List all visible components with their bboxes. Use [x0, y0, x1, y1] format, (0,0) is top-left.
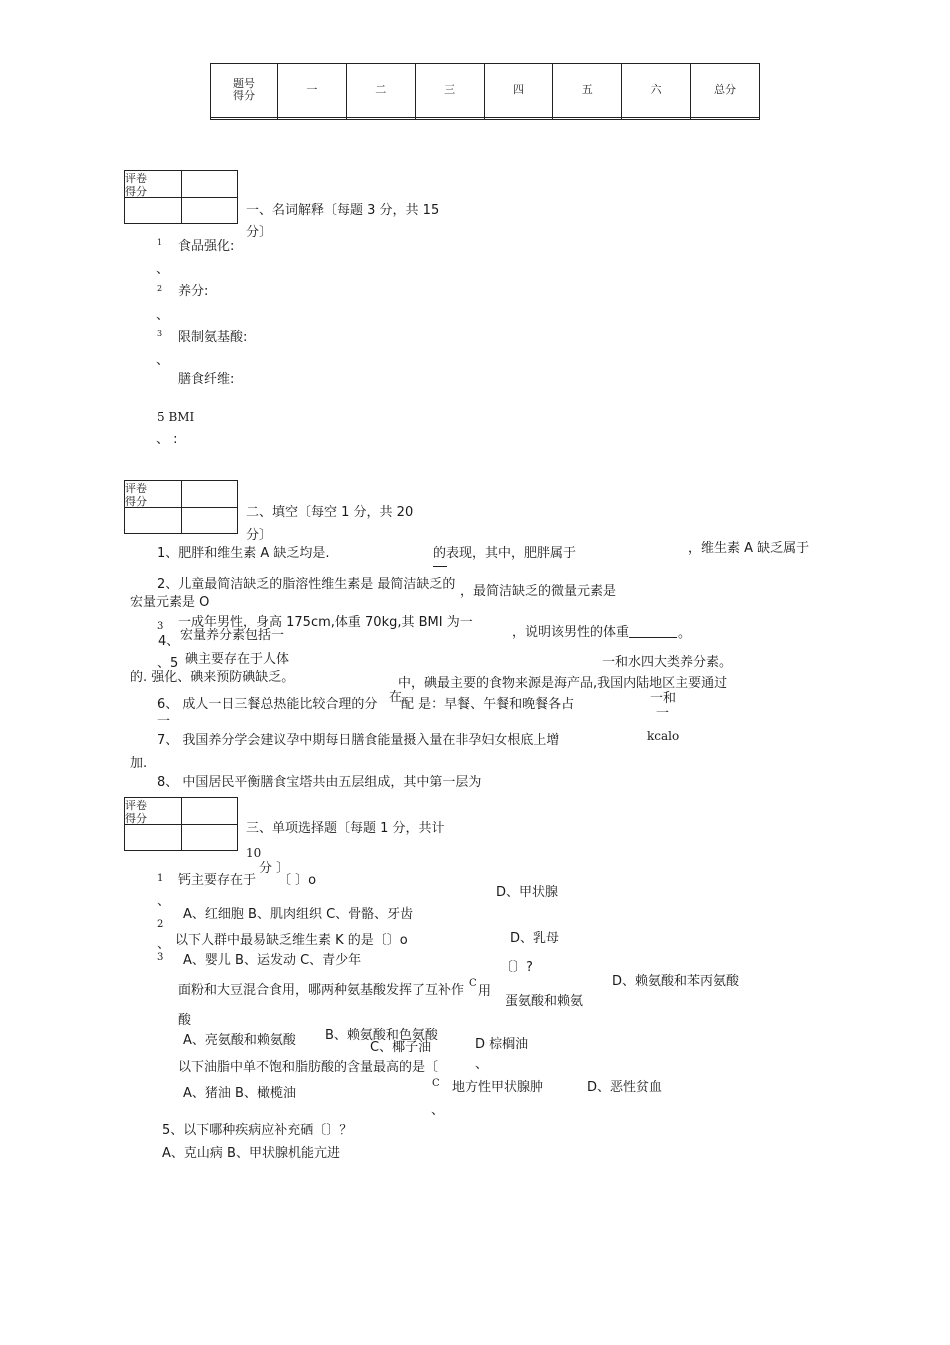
score-cell[interactable] — [415, 117, 484, 119]
choice-option[interactable]: D、甲状腺 — [496, 885, 559, 900]
fill-question-6: 6、 成人一日三餐总热能比较合理的分 — [157, 697, 378, 712]
choice-question-3-part: 酸 — [178, 1013, 192, 1028]
term-question: 养分: — [178, 284, 209, 299]
blank-line[interactable] — [433, 566, 447, 567]
fill-question-6-part: 一 — [157, 714, 171, 729]
choice-option[interactable]: B、赖氨酸和色氨酸 — [325, 1028, 438, 1043]
choice-question-3-bracket: 〔〕? — [500, 960, 533, 975]
fill-question-4-part: 一和水四大类养分素。 — [602, 655, 733, 670]
choice-option[interactable]: A、亮氨酸和赖氨酸 — [183, 1033, 296, 1048]
choice-options-row[interactable]: A、红细胞 B、肌肉组织 C、骨骼、牙齿 — [183, 907, 414, 922]
fill-question-2-part: 宏量元素是 O — [130, 595, 210, 610]
score-cell[interactable] — [211, 117, 278, 119]
question-number: 4、 — [158, 634, 180, 649]
choice-options-row[interactable]: A、克山病 B、甲状腺机能亢进 — [162, 1146, 340, 1161]
fill-question-7-part: 加. — [130, 756, 148, 771]
choice-option[interactable]: 地方性甲状腺肿 — [452, 1080, 544, 1095]
fill-question-6-part: 一 — [656, 706, 670, 721]
fill-question-2: 2、儿童最简洁缺乏的脂溶性维生素是 最简洁缺乏的 — [157, 577, 456, 592]
grader-box — [124, 480, 238, 534]
term-question-mark: 、 : — [156, 432, 178, 447]
section3-title: 三、单项选择题〔每题 1 分，共计 — [246, 821, 445, 836]
score-table-col: 二 — [346, 64, 415, 118]
choice-question-2: 以下人群中最易缺乏维生素 K 的是〔〕o — [175, 933, 408, 948]
question-number: 1 — [157, 873, 164, 884]
choice-options-row[interactable]: A、猪油 B、橄榄油 — [183, 1086, 296, 1101]
fill-question-7-unit: kcalo — [647, 729, 680, 743]
grader-label: 评卷 得分 — [125, 482, 147, 508]
fill-question-8: 8、 中国居民平衡膳食宝塔共由五层组成，其中第一层为 — [157, 775, 482, 790]
fill-question-3-part: ，说明该男性的体重 — [512, 625, 630, 640]
choice-option[interactable]: 蛋氨酸和赖氨 — [505, 994, 584, 1009]
fill-question-5: 碘主要存在于人体 — [185, 652, 290, 667]
grader-label: 评卷 得分 — [125, 172, 147, 198]
score-cell[interactable] — [346, 117, 415, 119]
score-cell[interactable] — [484, 117, 553, 119]
score-table-score-row — [211, 117, 760, 119]
score-cell[interactable] — [691, 117, 760, 119]
question-number: 3 — [157, 329, 163, 338]
score-table — [210, 63, 760, 120]
fill-question-6-part: 配 是：早餐、午餐和晚餐各占 — [401, 697, 575, 712]
grader-box — [124, 170, 238, 224]
section2-title-cont: 分〕 — [246, 528, 273, 543]
term-question: 食品强化: — [178, 239, 235, 254]
fill-question-3-part: 。 — [678, 626, 692, 641]
score-cell[interactable] — [622, 117, 691, 119]
section1-title: 一、名词解释〔每题 3 分，共 15 — [246, 203, 440, 218]
choice-option[interactable]: D、赖氨酸和苯丙氨酸 — [612, 974, 740, 989]
score-table-col: 总分 — [691, 64, 760, 118]
score-table-row2-label: 得分 — [233, 89, 255, 103]
blank-line[interactable] — [629, 637, 677, 638]
section3-title-cont: 10 — [246, 846, 262, 860]
term-question: 限制氨基酸: — [178, 330, 248, 345]
fill-question-5-part: 中，碘最主要的食物来源是海产品,我国内陆地区主要通过 — [398, 676, 728, 691]
score-table-col: 五 — [553, 64, 622, 118]
score-table-col: 六 — [622, 64, 691, 118]
question-number: 1 — [157, 238, 163, 247]
list-mark: 、 — [156, 353, 170, 368]
list-mark: 、 — [156, 262, 170, 277]
term-question: 5 BMI — [157, 410, 195, 424]
fill-question-2-part: ，最简洁缺乏的微量元素是 — [460, 584, 617, 599]
choice-option[interactable]: C、椰子油 — [370, 1040, 432, 1055]
grader-label: 评卷 得分 — [125, 799, 147, 825]
choice-options-row[interactable]: A、婴儿 B、运发动 C、青少年 — [183, 953, 362, 968]
choice-question-3: 面粉和大豆混合食用，哪两种氨基酸发挥了互补作 — [178, 983, 465, 998]
fill-question-7: 7、 我国养分学会建议孕中期每日膳食能量摄入量在非孕妇女根底上增 — [157, 733, 560, 748]
term-question: 膳食纤维: — [178, 372, 235, 387]
question-number: 3 — [157, 952, 164, 963]
score-table-col: 四 — [484, 64, 553, 118]
score-table-col: 一 — [278, 64, 347, 118]
section1-title-cont: 分〕 — [246, 225, 273, 240]
grader-box — [124, 797, 238, 851]
list-mark: 、 — [157, 894, 171, 909]
choice-question-1-bracket: 〔 〕o — [278, 873, 317, 888]
choice-option-letter: C — [432, 1078, 440, 1089]
score-table-header-row — [211, 64, 760, 118]
choice-option[interactable]: D、恶性贫血 — [587, 1080, 663, 1095]
fill-question-4: 宏量养分素包括一 — [180, 628, 285, 643]
fill-question-1-part: ，维生素 A 缺乏属于 — [688, 541, 810, 556]
score-table-label-cell — [211, 64, 278, 118]
fill-question-5-part: 的. 强化、碘来预防碘缺乏。 — [130, 670, 295, 685]
question-number: 2 — [157, 284, 163, 293]
fill-question-3: 一成年男性，身高 175cm,体重 70kg,其 BMI 为一 — [178, 615, 473, 630]
choice-option-letter: C — [469, 978, 477, 989]
choice-question-3-part: 用 — [478, 984, 492, 999]
question-number: 2 — [157, 919, 164, 930]
choice-option[interactable]: D、乳母 — [510, 931, 560, 946]
list-mark: 、 — [157, 937, 171, 952]
choice-question-4: 以下油脂中单不饱和脂肪酸的含量最高的是〔 — [178, 1060, 439, 1075]
question-number: 3 — [157, 621, 164, 632]
choice-question-1: 钙主要存在于 — [178, 873, 257, 888]
score-table-row1-label: 题号 — [233, 77, 255, 91]
fill-question-1-part: 的表现，其中，肥胖属于 — [433, 546, 577, 561]
score-table-col: 三 — [415, 64, 484, 118]
section2-title: 二、填空〔每空 1 分，共 20 — [246, 505, 414, 520]
score-cell[interactable] — [278, 117, 347, 119]
section3-title-cont: 分 〕 — [259, 861, 290, 876]
fill-question-1: 1、肥胖和维生素 A 缺乏均是. — [157, 546, 330, 561]
choice-option[interactable]: D 棕榈油 — [475, 1037, 529, 1052]
fill-question-5-part: 在 — [389, 690, 403, 705]
question-number: 、5 — [157, 656, 179, 671]
list-mark: 、 — [475, 1057, 489, 1072]
choice-question-5: 5、以下哪种疾病应补充硒〔〕？ — [162, 1123, 353, 1138]
list-mark: 、 — [431, 1103, 445, 1118]
score-cell[interactable] — [553, 117, 622, 119]
fill-question-6-part: 一和 — [650, 691, 677, 706]
list-mark: 、 — [156, 308, 170, 323]
